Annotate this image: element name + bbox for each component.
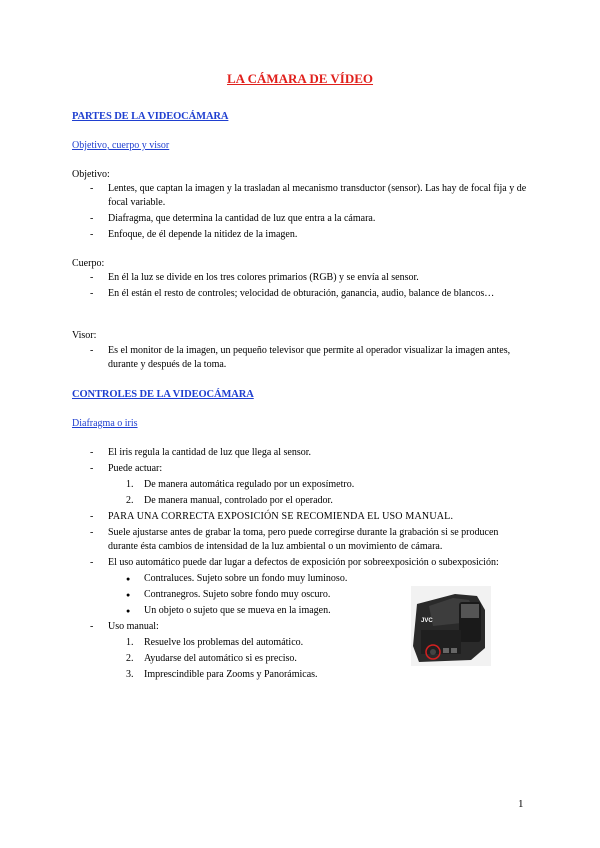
sublist-text: Ayudarse del automático si es preciso. <box>144 653 297 664</box>
sublist-item: ● Contraluces. Sujeto sobre un fondo muy luminoso. <box>108 572 527 586</box>
camera-brand-text: JVC <box>421 618 433 624</box>
section-heading-partes: PARTES DE LA VIDEOCÁMARA <box>72 111 229 122</box>
list-item: - Es el monitor de la imagen, un pequeño televisor que permite al operador visualizar la imagen antes, durante y después de la toma. <box>72 344 527 372</box>
sublist-text: Resuelve los problemas del automático. <box>144 637 304 648</box>
visor-list <box>72 344 527 374</box>
sublist-number: 3. <box>126 669 134 680</box>
list-item: - Suele ajustarse antes de grabar la toma, pero puede corregirse durante la grabación si se producen durante ésta cambios de intensidad de la luz ambiental o un movimiento de cámara. <box>72 526 527 554</box>
sublist-number: 2. <box>126 495 134 506</box>
visor-label: Visor: <box>72 330 97 341</box>
sublist-item <box>108 478 527 492</box>
sublist-text: De manera automática regulado por un exposímetro. <box>144 479 355 490</box>
sublist-text: Imprescindible para Zooms y Panorámicas. <box>144 669 318 680</box>
list-item-text: Puede actuar: <box>108 463 163 474</box>
actuar-sublist <box>108 478 527 508</box>
camera-photo <box>411 586 491 666</box>
list-item: - El iris regula la cantidad de luz que llega al sensor. <box>72 446 527 460</box>
sublist-number: 1. <box>126 479 134 490</box>
page-number: 1 <box>518 798 524 810</box>
subheading-diafragma: Diafragma o iris <box>72 418 138 429</box>
sublist-number: 1. <box>126 637 134 648</box>
sublist-item <box>108 494 527 508</box>
camera-illustration <box>411 586 491 666</box>
sublist-item: ● Contranegros. Sujeto sobre fondo muy oscuro. <box>108 588 527 602</box>
list-item: - Diafragma, que determina la cantidad de luz que entra a la cámara. <box>72 212 527 226</box>
list-item-text: Uso manual: <box>108 621 159 632</box>
list-item <box>72 462 527 508</box>
list-item: - En él la luz se divide en los tres colores primarios (RGB) y se envía al sensor. <box>72 271 527 285</box>
section-heading-controles: CONTROLES DE LA VIDEOCÁMARA <box>72 389 254 400</box>
sublist-item: ● Un objeto o sujeto que se mueva en la imagen. <box>108 604 527 618</box>
cuerpo-list <box>72 271 527 303</box>
list-item: - En él están el resto de controles; velocidad de obturación, ganancia, audio, balance de blancos… <box>72 287 527 301</box>
list-item: - Lentes, que captan la imagen y la trasladan al mecanismo transductor (sensor). Las hay de focal fija y de focal variable. <box>72 182 527 210</box>
subheading-objetivo-cuerpo-visor: Objetivo, cuerpo y visor <box>72 140 170 151</box>
objetivo-label: Objetivo: <box>72 169 110 180</box>
sublist-text: De manera manual, controlado por el operador. <box>144 495 333 506</box>
page-title: LA CÁMARA DE VÍDEO <box>226 71 374 86</box>
sublist-number: 2. <box>126 653 134 664</box>
objetivo-list <box>72 182 527 244</box>
cuerpo-label: Cuerpo: <box>72 258 105 269</box>
sublist-item <box>108 668 527 682</box>
list-item: - Enfoque, de él depende la nitidez de la imagen. <box>72 228 527 242</box>
list-item: - PARA UNA CORRECTA EXPOSICIÓN SE RECOMIENDA EL USO MANUAL. <box>72 510 527 524</box>
list-item-text: El uso automático puede dar lugar a defectos de exposición por sobreexposición o subexposición: <box>108 557 499 568</box>
